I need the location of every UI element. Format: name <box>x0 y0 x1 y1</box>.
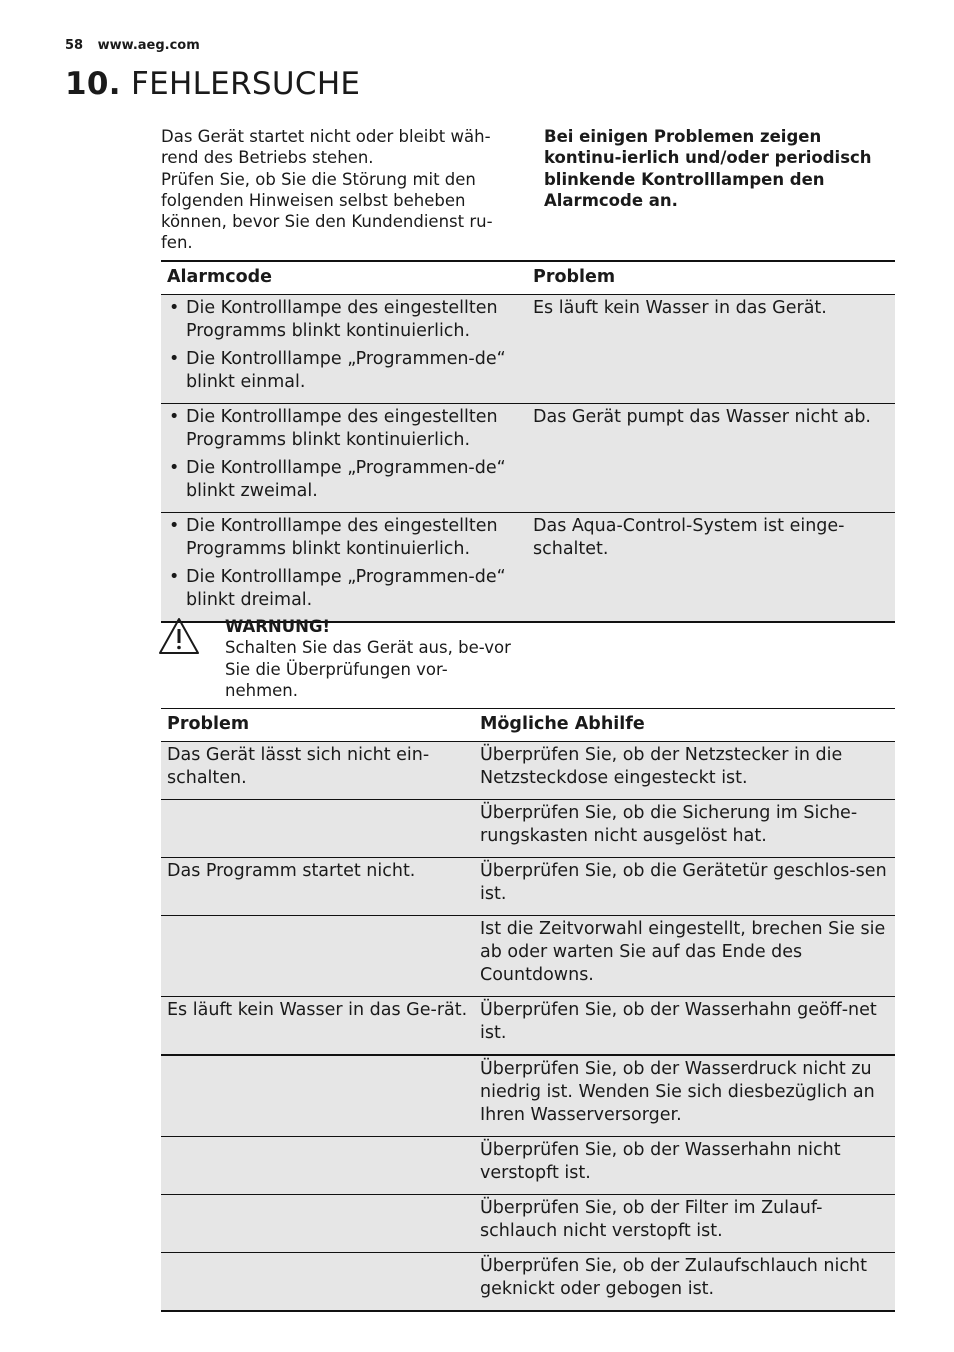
table-row <box>161 997 895 1056</box>
intro-left <box>161 126 517 254</box>
table-row <box>161 916 895 997</box>
problem-cell: Das Programm startet nicht. <box>167 861 416 881</box>
table-row <box>161 404 895 513</box>
table-row <box>161 295 895 404</box>
alarm-code-cell <box>161 295 527 404</box>
problem-cell: Es läuft kein Wasser in das Gerät. <box>533 298 827 318</box>
problem-cell <box>161 916 474 997</box>
intro-alarm-note: Bei einigen Problemen zeigen kontinu-ierlich und/oder periodisch blinkende Kontrolllampen den Alarmcode an. <box>544 127 872 210</box>
column-header-alarmcode: Alarmcode <box>167 267 273 287</box>
table-row <box>161 1253 895 1312</box>
problem-cell <box>161 1253 474 1312</box>
alarm-code-cell <box>161 404 527 513</box>
column-header-problem: Problem <box>533 267 616 287</box>
problem-cell: Es läuft kein Wasser in das Ge-rät. <box>167 1000 468 1020</box>
troubleshooting-table <box>161 708 895 1312</box>
list-item: • Die Kontrolllampe „Programmen-de“ blinkt einmal. <box>167 348 521 394</box>
page-header <box>65 38 200 53</box>
alarm-code-cell <box>161 513 527 623</box>
remedy-cell: Überprüfen Sie, ob die Gerätetür geschlos-sen ist. <box>480 861 887 904</box>
intro-paragraph-2: Prüfen Sie, ob Sie die Störung mit den folgenden Hinweisen selbst beheben können, bevor Sie den Kundendienst ru-fen. <box>161 169 493 253</box>
section-title-text: FEHLERSUCHE <box>130 66 361 102</box>
remedy-cell: Überprüfen Sie, ob der Wasserhahn nicht verstopft ist. <box>480 1140 841 1183</box>
section-number: 10. <box>65 66 121 102</box>
list-item: • Die Kontrolllampe des eingestellten Programms blinkt kontinuierlich. <box>167 297 521 343</box>
problem-cell: Das Aqua-Control-System ist einge-schaltet. <box>533 516 845 559</box>
problem-cell <box>161 1055 474 1137</box>
warning-triangle-icon <box>157 616 201 656</box>
list-item: • Die Kontrolllampe des eingestellten Programms blinkt kontinuierlich. <box>167 406 521 452</box>
problem-cell <box>161 1195 474 1253</box>
warning-text: Schalten Sie das Gerät aus, be-vor Sie die Überprüfungen vor-nehmen. <box>225 638 511 700</box>
list-item: • Die Kontrolllampe „Programmen-de“ blinkt dreimal. <box>167 566 521 612</box>
website-url: www.aeg.com <box>97 38 200 53</box>
table-row <box>161 742 895 800</box>
table-row <box>161 800 895 858</box>
table-row <box>161 513 895 623</box>
problem-cell <box>161 1137 474 1195</box>
remedy-cell: Überprüfen Sie, ob der Netzstecker in die Netzsteckdose eingesteckt ist. <box>480 745 843 788</box>
section-title <box>65 66 360 102</box>
table-row <box>161 858 895 916</box>
warning-text-block <box>225 616 515 701</box>
remedy-cell: Überprüfen Sie, ob der Wasserdruck nicht zu niedrig ist. Wenden Sie sich diesbezüglich an Ihren Wasserversorger. <box>480 1059 875 1125</box>
column-header-remedy: Mögliche Abhilfe <box>480 714 645 734</box>
page-number: 58 <box>65 38 84 53</box>
list-item: • Die Kontrolllampe „Programmen-de“ blinkt zweimal. <box>167 457 521 503</box>
remedy-cell: Überprüfen Sie, ob der Zulaufschlauch nicht geknickt oder gebogen ist. <box>480 1256 867 1299</box>
problem-cell: Das Gerät pumpt das Wasser nicht ab. <box>533 407 871 427</box>
table-header-row <box>161 261 895 295</box>
table-header-row <box>161 709 895 742</box>
remedy-cell: Ist die Zeitvorwahl eingestellt, brechen Sie sie ab oder warten Sie auf das Ende des Countdowns. <box>480 919 886 985</box>
problem-cell: Das Gerät lässt sich nicht ein-schalten. <box>167 745 430 788</box>
remedy-cell: Überprüfen Sie, ob der Filter im Zulauf-schlauch nicht verstopft ist. <box>480 1198 823 1241</box>
alarm-code-table <box>161 260 895 623</box>
list-item: • Die Kontrolllampe des eingestellten Programms blinkt kontinuierlich. <box>167 515 521 561</box>
problem-cell <box>161 800 474 858</box>
column-header-problem: Problem <box>167 714 250 734</box>
table-row <box>161 1195 895 1253</box>
remedy-cell: Überprüfen Sie, ob die Sicherung im Siche-rungskasten nicht ausgelöst hat. <box>480 803 858 846</box>
table-row <box>161 1055 895 1137</box>
table-row <box>161 1137 895 1195</box>
warning-heading: WARNUNG! <box>225 617 331 636</box>
intro-paragraph-1: Das Gerät startet nicht oder bleibt wäh-rend des Betriebs stehen. <box>161 127 491 168</box>
remedy-cell: Überprüfen Sie, ob der Wasserhahn geöff-net ist. <box>480 1000 877 1043</box>
